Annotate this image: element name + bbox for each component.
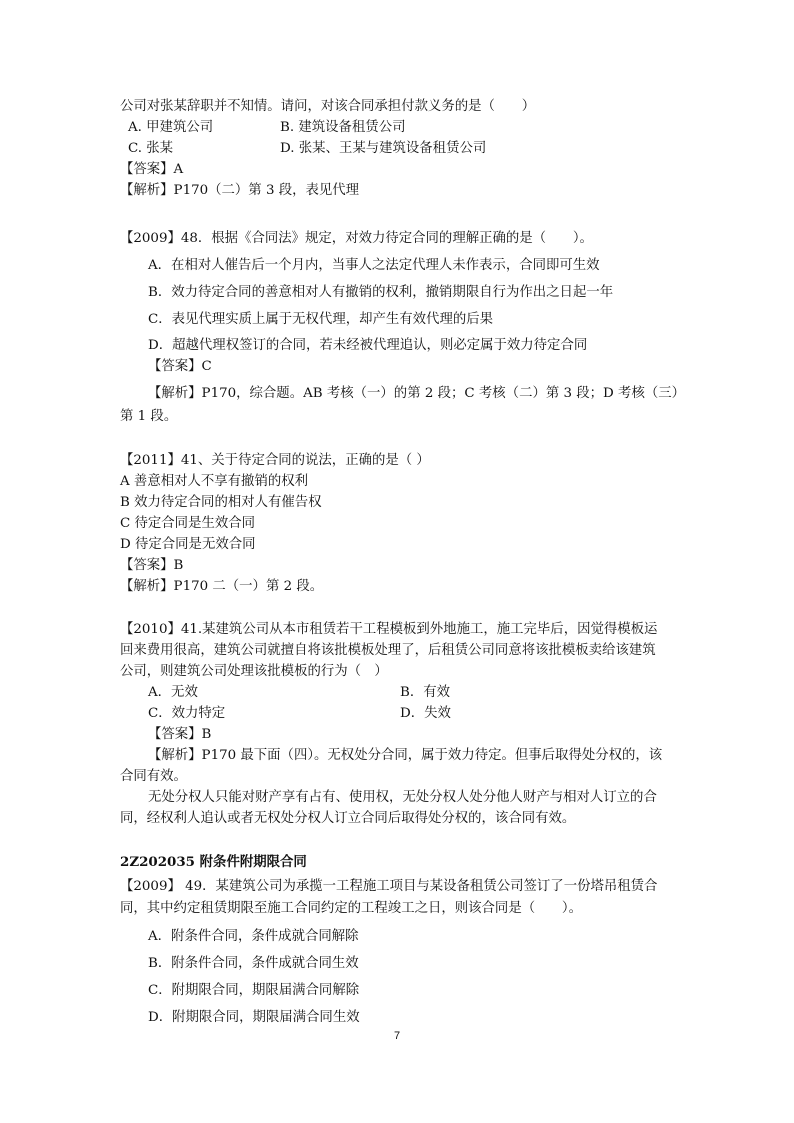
question-line: 公司，则建筑公司处理该批模板的行为（ ）: [120, 664, 388, 679]
analysis: 【解析】P170 最下面（四）。无权处分合同，属于效力待定。但事后取得处分权的，该: [148, 748, 663, 763]
option-b: B. 建筑设备租赁公司: [280, 120, 406, 135]
answer: 【答案】C: [148, 359, 212, 374]
analysis-cont: 合同有效。: [120, 769, 187, 784]
option-a: A．在相对人催告后一个月内，当事人之法定代理人未作表示，合同即可生效: [148, 258, 600, 273]
option-d: D 待定合同是无效合同: [120, 537, 256, 552]
question-line: 回来费用很高，建筑公司就擅自将该批模板处理了，后租赁公司同意将该批模板卖给该建筑: [120, 643, 656, 658]
option-d: D．失效: [400, 706, 451, 721]
text-line: 公司对张某辞职并不知情。请问，对该合同承担付款义务的是（ ）: [120, 99, 536, 114]
option-a: A．附条件合同，条件成就合同解除: [148, 929, 359, 944]
analysis: 【解析】P170 二（一）第 2 段。: [120, 579, 324, 594]
option-d: D．附期限合同，期限届满合同生效: [148, 1010, 360, 1025]
option-c: C 待定合同是生效合同: [120, 516, 256, 531]
option-d: D. 张某、王某与建筑设备租赁公司: [280, 141, 487, 156]
question-2011-41: 【2011】41、关于待定合同的说法，正确的是（ ）: [120, 453, 430, 468]
option-c: C．效力特定: [148, 706, 226, 721]
analysis: 【解析】P170，综合题。AB 考核（一）的第 2 段；C 考核（二）第 3 段；D 考核（三）: [148, 386, 686, 401]
analysis-cont: 第 1 段。: [120, 409, 178, 424]
option-b: B．有效: [400, 685, 451, 700]
option-a: A．无效: [148, 685, 198, 700]
option-c: C．表见代理实质上属于无权代理，却产生有效代理的后果: [148, 312, 494, 327]
option-b: B．附条件合同，条件成就合同生效: [148, 956, 359, 971]
question-2010-41: 【2010】41.某建筑公司从本市租赁若干工程模板到外地施工，施工完毕后，因觉得模板运: [120, 622, 658, 637]
paragraph-cont: 同，经权利人追认或者无权处分权人订立合同后取得处分权的，该合同有效。: [120, 811, 576, 826]
analysis: 【解析】P170（二）第 3 段，表见代理: [120, 183, 360, 198]
answer: 【答案】B: [120, 558, 184, 573]
option-a: A 善意相对人不享有撤销的权利: [120, 474, 309, 489]
page-number: 7: [394, 1030, 401, 1042]
question-line: 同，其中约定租赁期限至施工合同约定的工程竣工之日，则该合同是（ ）。: [120, 901, 582, 916]
section-heading: 2Z202035 附条件附期限合同: [120, 854, 307, 870]
question-2009-48: 【2009】48．根据《合同法》规定，对效力待定合同的理解正确的是（ ）。: [120, 231, 593, 246]
paragraph: 无处分权人只能对财产享有占有、使用权，无处分权人处分他人财产与相对人订立的合: [148, 790, 657, 805]
answer: 【答案】A: [120, 162, 184, 177]
question-2009-49: 【2009】 49．某建筑公司为承揽一工程施工项目与某设备租赁公司签订了一份塔吊租赁合: [120, 879, 658, 894]
option-d: D．超越代理权签订的合同，若未经被代理追认，则必定属于效力待定合同: [148, 338, 588, 353]
option-b: B 效力待定合同的相对人有催告权: [120, 495, 322, 510]
option-c: C. 张某: [128, 141, 174, 156]
answer: 【答案】B: [148, 727, 212, 742]
option-c: C．附期限合同，期限届满合同解除: [148, 983, 360, 998]
option-b: B．效力待定合同的善意相对人有撤销的权利，撤销期限自行为作出之日起一年: [148, 285, 614, 300]
option-a: A. 甲建筑公司: [128, 120, 214, 135]
